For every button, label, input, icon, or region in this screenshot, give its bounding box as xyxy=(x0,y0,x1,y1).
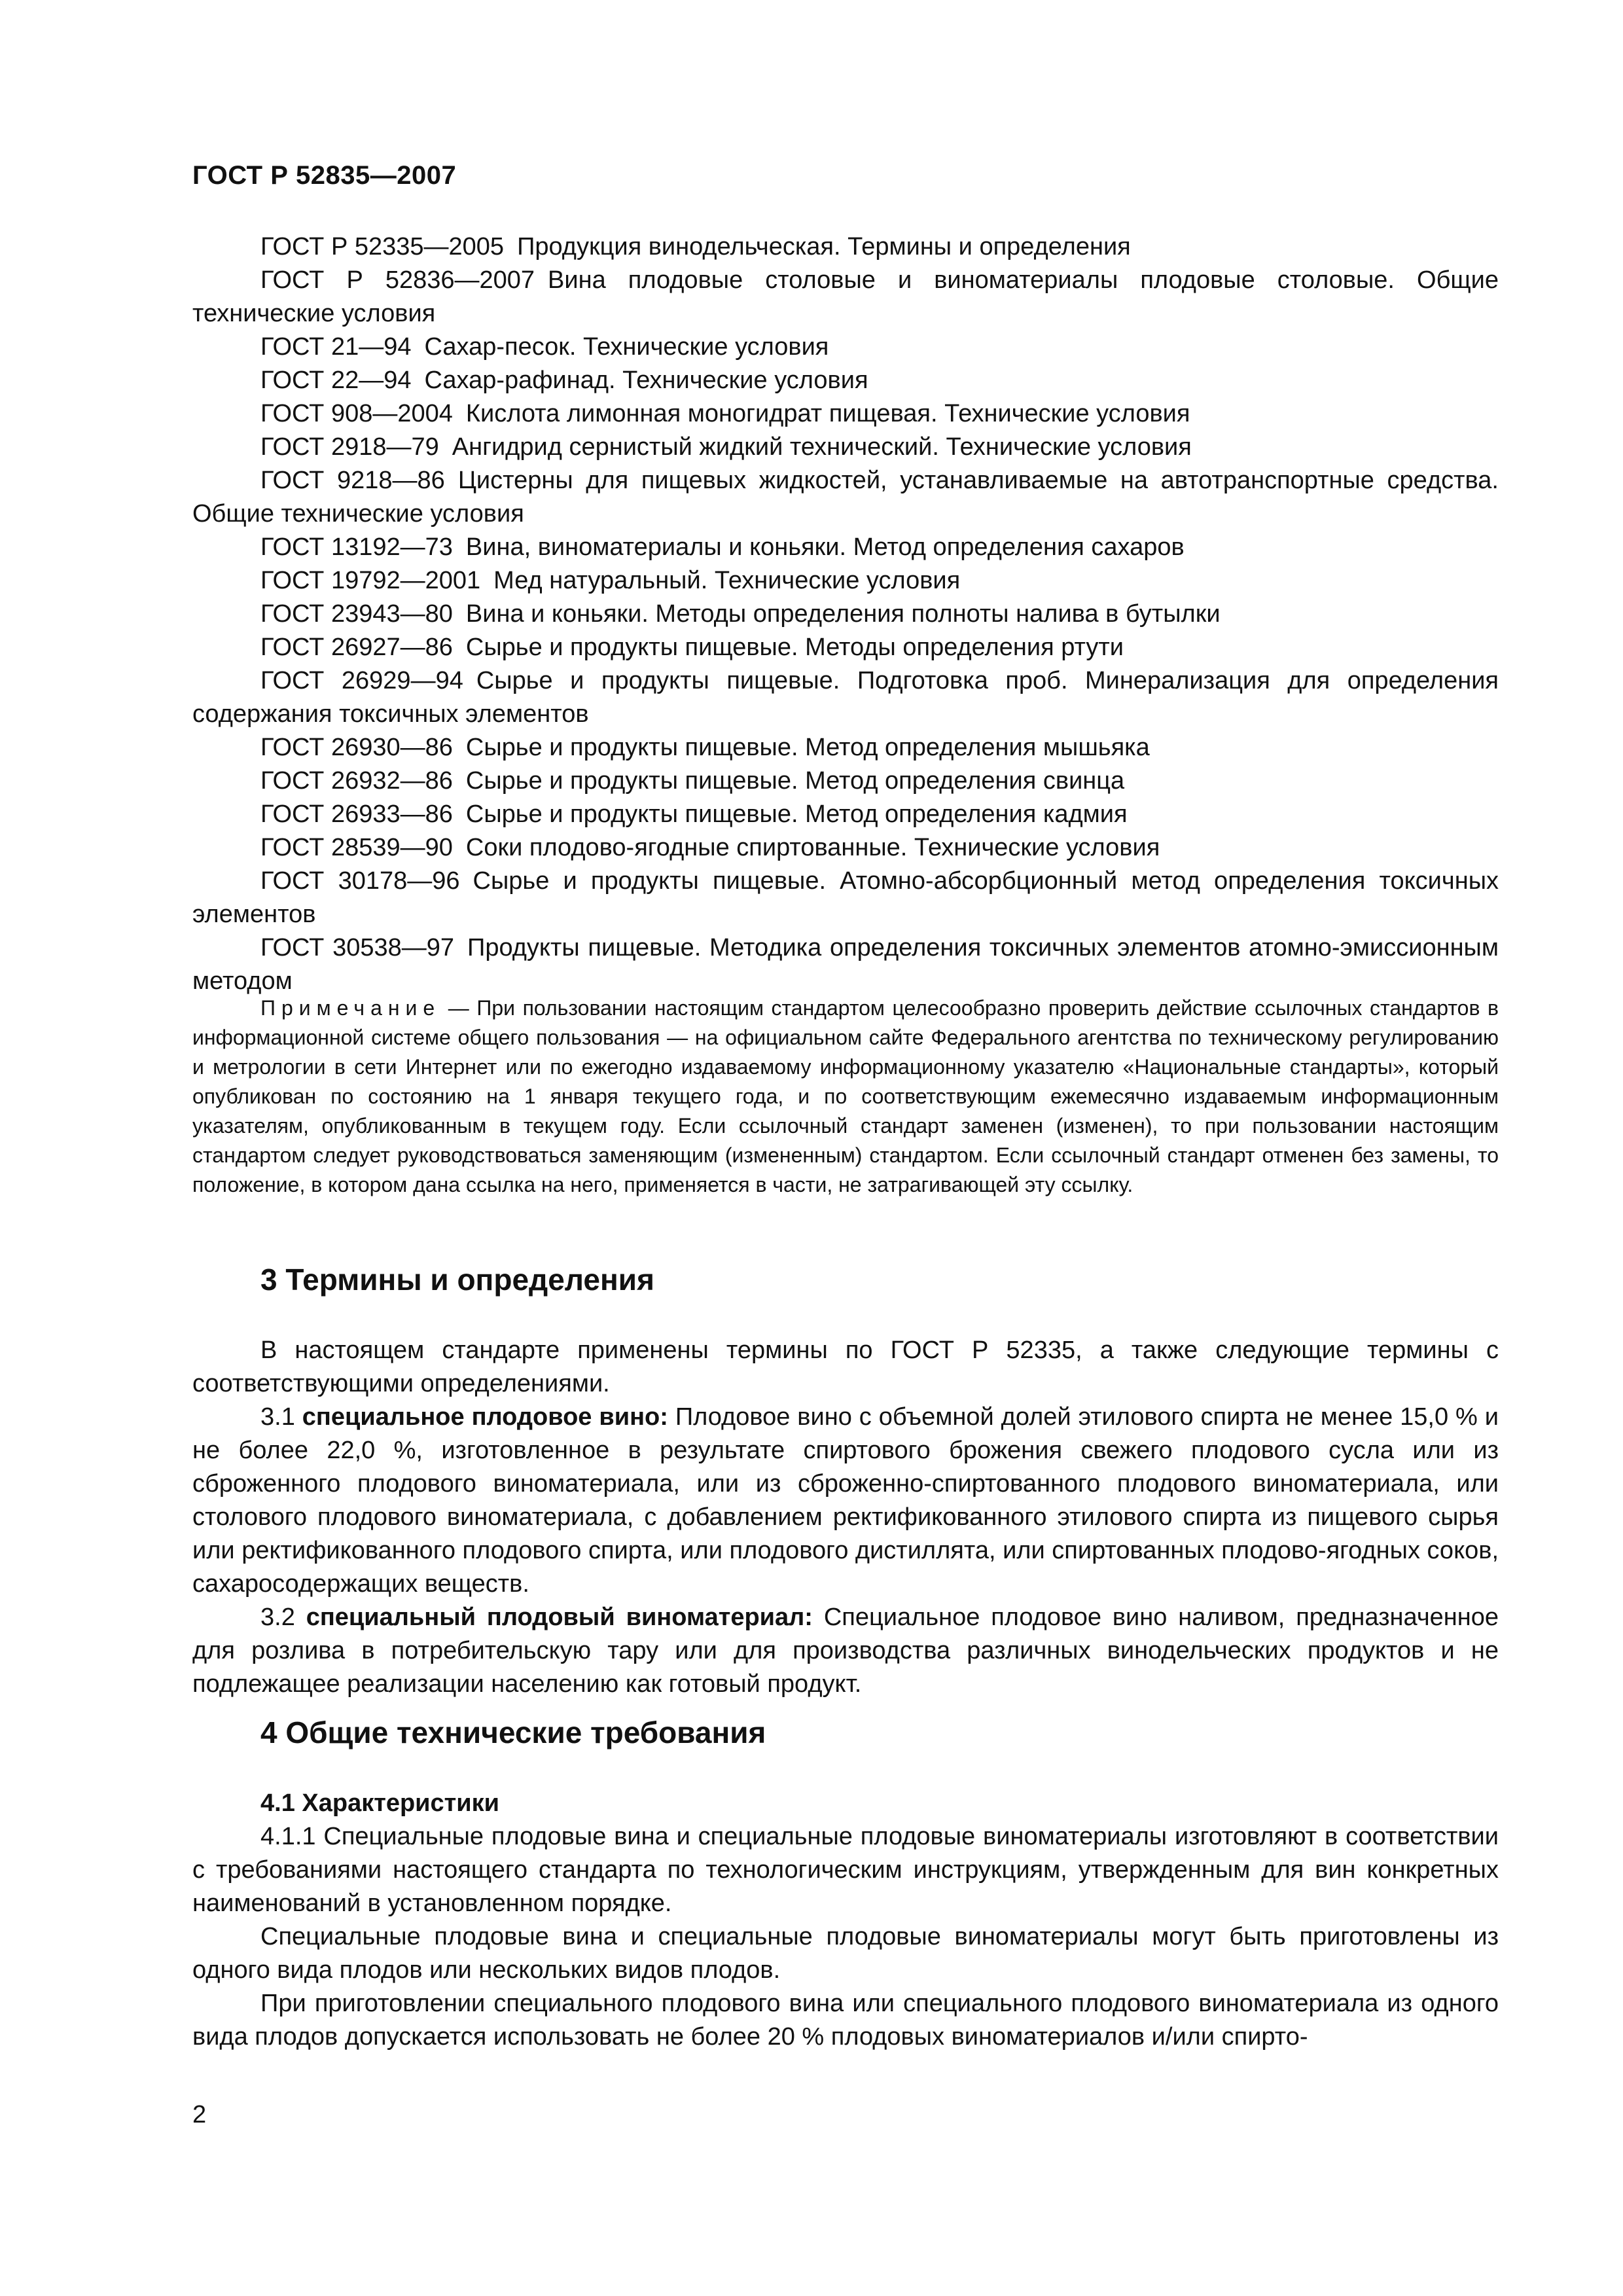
reference-title: Сырье и продукты пищевые. Атомно-абсорбционный метод определения токсичных элементов xyxy=(192,867,1499,928)
reference-title: Соки плодово-ягодные спиртованные. Технические условия xyxy=(465,834,1160,861)
reference-title: Сахар-рафинад. Технические условия xyxy=(424,367,868,394)
term-name: специальное плодовое вино: xyxy=(302,1403,668,1431)
reference-item xyxy=(192,831,1499,865)
reference-code: ГОСТ Р 52335—2005 xyxy=(260,233,505,260)
reference-title: Вина и коньяки. Методы определения полноты налива в бутылки xyxy=(465,600,1221,628)
reference-item xyxy=(192,664,1499,731)
reference-code: ГОСТ 28539—90 xyxy=(260,834,453,861)
reference-code: ГОСТ 23943—80 xyxy=(260,600,453,628)
reference-code: ГОСТ 19792—2001 xyxy=(260,567,481,594)
term-definition: Плодовое вино с объемной долей этилового спирта не менее 15,0 % и не более 22,0 %, изготовленное в результате спиртового брожения свежего плодового сусла или из сброженного плодового виноматериала, или из сброженно-спиртованного плодового виноматериала, или столового плодового виноматериала, с добавлением ректификованного этилового спирта из пищевого сырья или ректификованного плодового спирта, или плодового дистиллята, или спиртованных плодово-ягодных соков, сахаросодержащих веществ. xyxy=(192,1403,1499,1598)
reference-code: ГОСТ 26929—94 xyxy=(260,667,463,694)
document-header: ГОСТ Р 52835—2007 xyxy=(192,161,457,190)
reference-title: Цистерны для пищевых жидкостей, устанавливаемые на автотранспортные средства. Общие технические условия xyxy=(192,467,1499,528)
reference-title: Сырье и продукты пищевые. Метод определения свинца xyxy=(465,767,1125,795)
reference-item xyxy=(192,431,1499,464)
paragraph: Специальные плодовые вина и специальные плодовые виноматериалы могут быть приготовлены из одного вида плодов или нескольких видов плодов. xyxy=(192,1923,1499,1984)
reference-title: Сырье и продукты пищевые. Метод определения мышьяка xyxy=(465,734,1150,761)
reference-code: ГОСТ 908—2004 xyxy=(260,400,453,427)
section-3-heading: 3 Термины и определения xyxy=(260,1263,654,1297)
reference-item xyxy=(192,798,1499,831)
reference-item xyxy=(192,397,1499,431)
paragraph-4-1-1: 4.1.1 Специальные плодовые вина и специальные плодовые виноматериалы изготовляют в соответствии с требованиями настоящего стандарта по технологическим инструкциям, утвержденным для вин конкретных наименований в установленном порядке. xyxy=(192,1823,1499,1917)
reference-code: ГОСТ 22—94 xyxy=(260,367,412,394)
reference-code: ГОСТ 26930—86 xyxy=(260,734,453,761)
reference-code: ГОСТ 13192—73 xyxy=(260,533,453,561)
note-text: — При пользовании настоящим стандартом целесообразно проверить действие ссылочных стандартов в информационной системе общего пользования — на официальном сайте Федерального агентства по техническому регулированию и метрологии в сети Интернет или по ежегодно издаваемому информационному указателю «Национальные стандарты», который опубликован по состоянию на 1 января текущего года, и по соответствующим ежемесячно издаваемым информационным указателям, опубликованным в текущем году. Если ссылочный стандарт заменен (изменен), то при пользовании настоящим стандартом следует руководствоваться заменяющим (измененным) стандартом. Если ссылочный стандарт отменен без замены, то положение, в котором дана ссылка на него, применяется в части, не затрагивающей эту ссылку. xyxy=(192,996,1499,1196)
reference-code: ГОСТ 30538—97 xyxy=(260,934,455,961)
reference-title: Продукция винодельческая. Термины и определения xyxy=(517,233,1131,260)
term-number: 3.1 xyxy=(260,1403,295,1431)
term-3-2 xyxy=(192,1601,1499,1701)
reference-title: Сырье и продукты пищевые. Подготовка проб. Минерализация для определения содержания токсичных элементов xyxy=(192,667,1499,728)
reference-title: Сырье и продукты пищевые. Метод определения кадмия xyxy=(465,800,1128,828)
reference-item xyxy=(192,631,1499,664)
term-3-1 xyxy=(192,1401,1499,1601)
reference-title: Вина плодовые столовые и виноматериалы плодовые столовые. Общие технические условия xyxy=(192,266,1499,327)
term-number: 3.2 xyxy=(260,1604,295,1631)
reference-title: Сырье и продукты пищевые. Методы определения ртути xyxy=(465,634,1124,661)
reference-code: ГОСТ 26927—86 xyxy=(260,634,453,661)
reference-item xyxy=(192,564,1499,598)
reference-code: ГОСТ 9218—86 xyxy=(260,467,445,494)
reference-item xyxy=(192,464,1499,531)
reference-title: Вина, виноматериалы и коньяки. Метод определения сахаров xyxy=(465,533,1185,561)
section-4-body xyxy=(192,1787,1499,2054)
reference-item xyxy=(192,764,1499,798)
section-3-intro: В настоящем стандарте применены термины по ГОСТ Р 52335, а также следующие термины с соответствующими определениями. xyxy=(192,1336,1499,1397)
reference-item xyxy=(192,230,1499,264)
note-label: Примечание xyxy=(260,996,441,1020)
reference-item xyxy=(192,264,1499,331)
reference-code: ГОСТ 30178—96 xyxy=(260,867,460,895)
reference-code: ГОСТ 2918—79 xyxy=(260,433,439,461)
section-4-heading: 4 Общие технические требования xyxy=(260,1715,766,1749)
reference-item xyxy=(192,865,1499,931)
reference-code: ГОСТ 26933—86 xyxy=(260,800,453,828)
reference-title: Сахар-песок. Технические условия xyxy=(424,333,829,361)
note-block xyxy=(192,994,1499,1200)
reference-code: ГОСТ Р 52836—2007 xyxy=(260,266,535,294)
reference-title: Ангидрид сернистый жидкий технический. Технические условия xyxy=(452,433,1192,461)
reference-item xyxy=(192,931,1499,998)
normative-references-list xyxy=(192,230,1499,998)
reference-item xyxy=(192,731,1499,764)
page-number: 2 xyxy=(192,2101,207,2128)
reference-title: Продукты пищевые. Методика определения токсичных элементов атомно-эмиссионным методом xyxy=(192,934,1499,995)
reference-code: ГОСТ 21—94 xyxy=(260,333,412,361)
reference-title: Кислота лимонная моногидрат пищевая. Технические условия xyxy=(465,400,1190,427)
reference-title: Мед натуральный. Технические условия xyxy=(493,567,961,594)
section-3-body xyxy=(192,1334,1499,1701)
term-definition: Специальное плодовое вино наливом, предназначенное для розлива в потребительскую тару или для производства различных винодельческих продуктов и не подлежащее реализации населению как готовый продукт. xyxy=(192,1604,1499,1698)
paragraph: При приготовлении специального плодового вина или специального плодового виноматериала из одного вида плодов допускается использовать не более 20 % плодовых виноматериалов и/или спирто- xyxy=(192,1990,1499,2051)
reference-item xyxy=(192,598,1499,631)
reference-code: ГОСТ 26932—86 xyxy=(260,767,453,795)
term-name: специальный плодовый виноматериал: xyxy=(306,1604,813,1631)
reference-item xyxy=(192,364,1499,397)
reference-item xyxy=(192,331,1499,364)
reference-item xyxy=(192,531,1499,564)
subsection-4-1-heading: 4.1 Характеристики xyxy=(260,1789,500,1817)
